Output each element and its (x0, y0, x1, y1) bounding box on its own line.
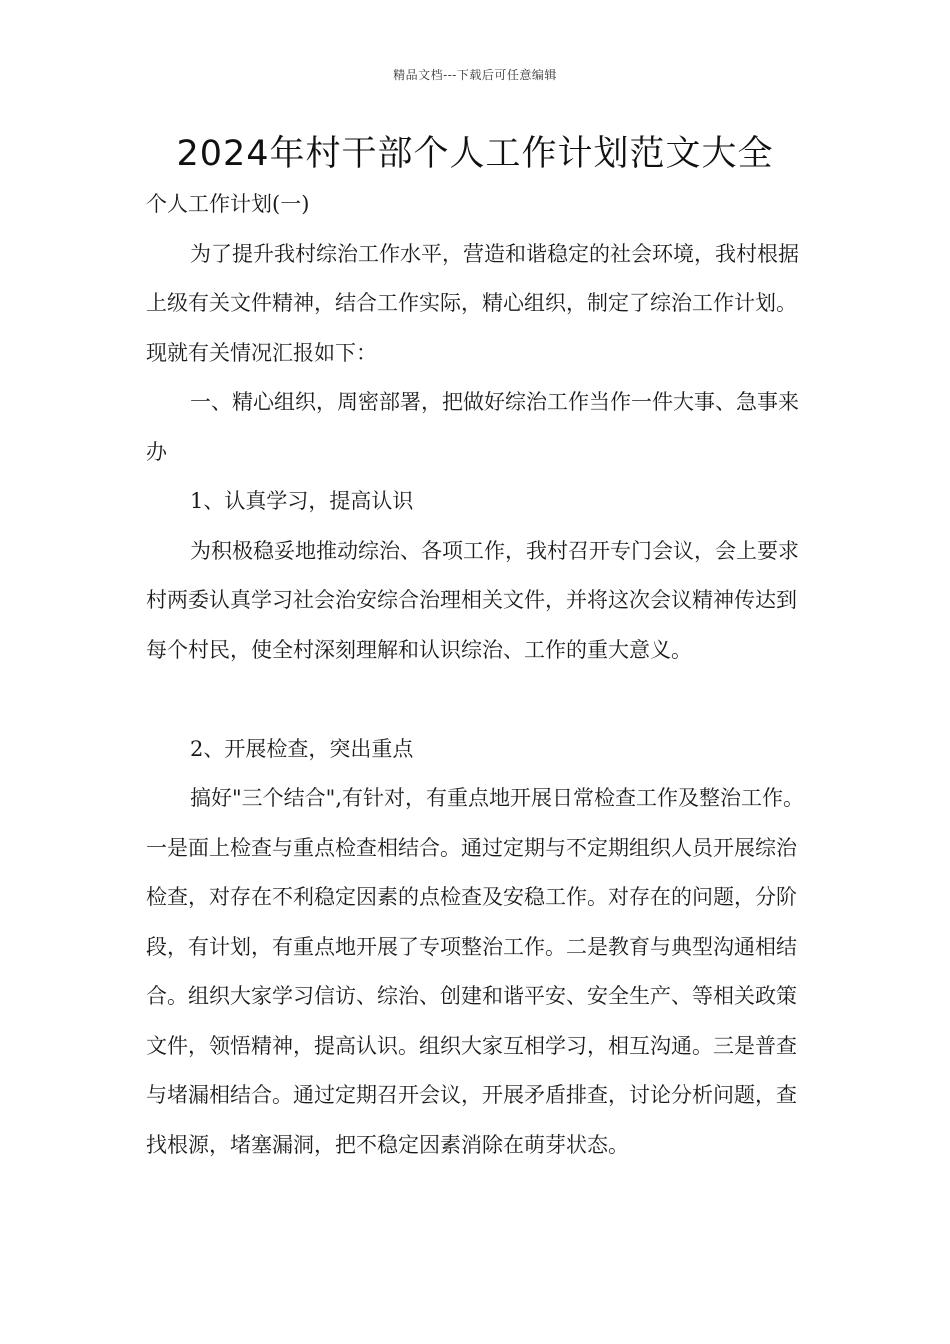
paragraph-gap (146, 675, 810, 725)
paragraph-intro: 为了提升我村综治工作水平，营造和谐稳定的社会环境，我村根据上级有关文件精神，结合工作实际，精心组织，制定了综治工作计划。现就有关情况汇报如下： (146, 241, 799, 365)
paragraph-study: 为积极稳妥地推动综治、各项工作，我村召开专门会议，会上要求村两委认真学习社会治安综合治理相关文件，并将这次会议精神传达到每个村民，使全村深刻理解和认识综治、工作的重大意义。 (146, 538, 799, 662)
paragraph-inspection: 搞好"三个结合",有针对，有重点地开展日常检查工作及整治工作。一是面上检查与重点检查相结合。通过定期与不定期组织人员开展综治检查，对存在不利稳定因素的点检查及安稳工作。对存在的问题，分阶段，有计划，有重点地开展了专项整治工作。二是教育与典型沟通相结合。组织大家学习信访、综治、创建和谐平安、安全生产、等相关政策文件，领悟精神，提高认识。组织大家互相学习，相互沟通。三是普查与堵漏相结合。通过定期召开会议，开展矛盾排查，讨论分析问题，查找根源，堵塞漏洞，把不稳定因素消除在萌芽状态。 (146, 786, 804, 1157)
subheading-2: 2、开展检查，突出重点 (190, 736, 414, 761)
document-body (146, 180, 810, 1170)
subheading-1: 1、认真学习，提高认识 (190, 489, 414, 513)
section-subtitle: 个人工作计划(一) (146, 192, 310, 216)
page-header: 精品文档---下载后可任意编辑 (393, 68, 557, 82)
section-heading-1: 一、精心组织，周密部署，把做好综治工作当作一件大事、急事来办 (146, 390, 799, 464)
document-title: 2024年村干部个人工作计划范文大全 (176, 134, 774, 174)
